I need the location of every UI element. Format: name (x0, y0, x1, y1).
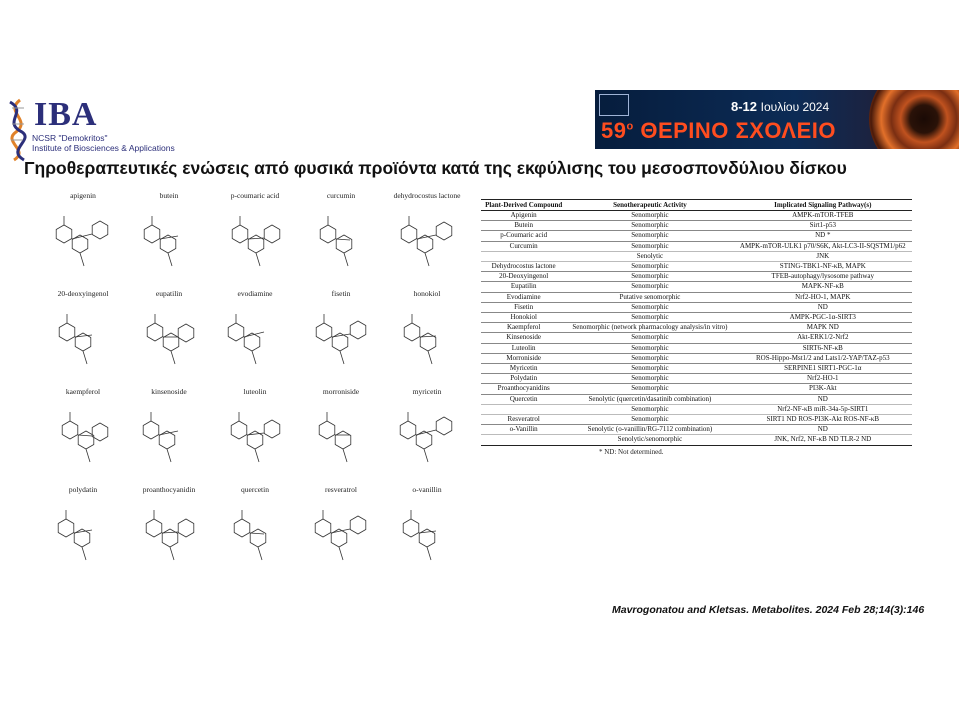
cell-pathways: JNK, Nrf2, NF-κB ND TLR-2 ND (734, 435, 912, 445)
cell-compound: o-Vanillin (481, 425, 566, 435)
cell-pathways: Nrf2-HO-1 (734, 374, 912, 384)
structure-luteolin (212, 388, 298, 486)
cell-compound: Kinsenoside (481, 333, 566, 343)
structure-drawing (388, 400, 466, 480)
structure-eupatilin (126, 290, 212, 388)
structure-fisetin (298, 290, 384, 388)
cell-activity: Senomorphic (566, 313, 733, 323)
cell-compound: Eupatilin (481, 282, 566, 292)
structure-label: morroniside (322, 387, 360, 396)
cell-compound: Dehydrocostus lactone (481, 262, 566, 272)
header-activity: Senotherapeutic Activity (566, 200, 733, 211)
cell-pathways: MAPK ND (734, 323, 912, 333)
cell-compound: Butein (481, 221, 566, 231)
accelerator-ring-image (869, 90, 959, 149)
senotherapeutics-table (481, 199, 912, 456)
cell-pathways: AMPK-mTOR-ULK1 p70/S6K, Akt-LC3-II-SQSTM1/p62 (734, 241, 912, 251)
cell-pathways: ROS-Hippo-Mst1/2 and Lats1/2-YAP/TAZ-p53 (734, 353, 912, 363)
structure-label: luteolin (243, 387, 267, 396)
structure-drawing (216, 400, 294, 480)
structure-label: evodiamine (237, 289, 273, 298)
structure-drawing (216, 204, 294, 284)
cell-compound: Luteolin (481, 343, 566, 353)
structure-label: honokiol (413, 289, 441, 298)
structure-drawing (44, 302, 122, 382)
cell-compound: Myricetin (481, 364, 566, 374)
cell-compound: Kaempferol (481, 323, 566, 333)
cell-pathways: ND * (734, 231, 912, 241)
logo-institute-line2: Institute of Biosciences & Applications (32, 143, 175, 153)
table-header-row (481, 200, 912, 211)
cell-pathways: ND (734, 302, 912, 312)
header-compound: Plant-Derived Compound (481, 200, 566, 211)
structure-proanthocyanidin (126, 486, 212, 584)
table-row (481, 211, 912, 221)
table-row (481, 343, 912, 353)
cell-activity: Senolytic (quercetin/dasatinib combination) (566, 394, 733, 404)
cell-activity: Senomorphic (566, 364, 733, 374)
structure-drawing (388, 302, 466, 382)
structure-label: p-coumaric acid (230, 191, 280, 200)
cell-activity: Senomorphic (566, 211, 733, 221)
structure-resveratrol (298, 486, 384, 584)
cell-activity: Senolytic (566, 251, 733, 261)
cell-compound: Honokiol (481, 313, 566, 323)
table-row (481, 313, 912, 323)
structure-apigenin (40, 192, 126, 290)
table-row (481, 221, 912, 231)
cell-pathways: AMPK-mTOR-TFEB (734, 211, 912, 221)
cell-pathways: SIRT1 ND ROS-PI3K-Akt ROS-NF-κB (734, 415, 912, 425)
banner-ordinal: ο (626, 120, 634, 133)
structure-drawing (302, 302, 380, 382)
structure-quercetin (212, 486, 298, 584)
structure-label: apigenin (70, 191, 96, 200)
table-row (481, 384, 912, 394)
structure-honokiol (384, 290, 470, 388)
cell-activity: Senolytic (o-vanillin/RG-7112 combination) (566, 425, 733, 435)
structure-20-deoxyingenol (40, 290, 126, 388)
cell-pathways: ND (734, 425, 912, 435)
cell-pathways: Sirt1-p53 (734, 221, 912, 231)
cell-compound: Morroniside (481, 353, 566, 363)
cell-activity: Putative senomorphic (566, 292, 733, 302)
structure-drawing (130, 204, 208, 284)
cell-compound: Evodiamine (481, 292, 566, 302)
dna-helix-icon (2, 96, 36, 162)
cell-pathways: Nrf2-HO-1, MAPK (734, 292, 912, 302)
banner-title-text: ΘΕΡΙΝΟ ΣΧΟΛΕΙΟ (640, 118, 836, 143)
structure-label: polydatin (68, 485, 98, 494)
table-row (481, 231, 912, 241)
cell-compound: Resveratrol (481, 415, 566, 425)
cell-pathways: Akt-ERK1/2-Nrf2 (734, 333, 912, 343)
cell-pathways: JNK (734, 251, 912, 261)
structure-kaempferol (40, 388, 126, 486)
cell-pathways: AMPK-PGC-1α-SIRT3 (734, 313, 912, 323)
cell-pathways: TFEB-autophagy/lysosome pathway (734, 272, 912, 282)
table-row (481, 272, 912, 282)
structure-curcumin (298, 192, 384, 290)
structure-drawing (302, 498, 380, 578)
table-row (481, 241, 912, 251)
table-row (481, 282, 912, 292)
structure-polydatin (40, 486, 126, 584)
structure-drawing (388, 204, 466, 284)
structure-drawing (44, 498, 122, 578)
table-row (481, 404, 912, 414)
table-row (481, 364, 912, 374)
structure-label: dehydrocostus lactone (393, 191, 461, 200)
banner-number: 59 (601, 118, 627, 143)
cell-compound: Quercetin (481, 394, 566, 404)
cell-activity: Senomorphic (566, 282, 733, 292)
structure-o-vanillin (384, 486, 470, 584)
structure-drawing (302, 204, 380, 284)
table-row (481, 262, 912, 272)
structure-label: myricetin (412, 387, 442, 396)
cell-pathways: STING-TBK1-NF-κB, MAPK (734, 262, 912, 272)
slide-title: Γηροθεραπευτικές ενώσεις από φυσικά προϊόντα κατά της εκφύλισης του μεσοσπονδύλιου δίσκου (24, 158, 847, 178)
structure-label: curcumin (326, 191, 356, 200)
citation: Mavrogonatou and Kletsas. Metabolites. 2024 Feb 28;14(3):146 (612, 604, 925, 616)
cell-pathways: SIRT6-NF-κB (734, 343, 912, 353)
banner-day-range: 8-12 (731, 99, 758, 114)
cell-pathways: Nrf2-NF-κB miR-34a-5p-SIRT1 (734, 404, 912, 414)
cell-activity: Senomorphic (566, 374, 733, 384)
cell-activity: Senomorphic (566, 231, 733, 241)
table-row (481, 425, 912, 435)
table-row (481, 251, 912, 261)
structure-myricetin (384, 388, 470, 486)
table-row (481, 292, 912, 302)
structure-drawing (130, 400, 208, 480)
cell-pathways: MAPK-NF-κB (734, 282, 912, 292)
cell-compound (481, 435, 566, 445)
table-row (481, 435, 912, 445)
cell-activity: Senomorphic (566, 384, 733, 394)
banner-dates (731, 99, 829, 114)
banner-month: Ιουλίου 2024 (760, 100, 830, 114)
cell-compound: Proanthocyanidins (481, 384, 566, 394)
structure-drawing (44, 204, 122, 284)
structure-drawing (388, 498, 466, 578)
cell-compound: Fisetin (481, 302, 566, 312)
cell-compound (481, 404, 566, 414)
structure-drawing (216, 498, 294, 578)
structure-label: kinsenoside (151, 387, 187, 396)
cell-activity: Senomorphic (566, 415, 733, 425)
cell-activity: Senomorphic (566, 262, 733, 272)
structure-label: kaempferol (65, 387, 101, 396)
table-row (481, 302, 912, 312)
cell-pathways: PI3K-Akt (734, 384, 912, 394)
demokritos-emblem-icon (599, 94, 629, 116)
table-row (481, 353, 912, 363)
structure-label: fisetin (331, 289, 351, 298)
summer-school-banner (595, 90, 959, 149)
structure-label: resveratrol (324, 485, 358, 494)
cell-compound: Curcumin (481, 241, 566, 251)
structure-label: o-vanillin (412, 485, 442, 494)
cell-activity: Senomorphic (566, 241, 733, 251)
structure-evodiamine (212, 290, 298, 388)
cell-pathways: SERPINE1 SIRT1-PGC-1α (734, 364, 912, 374)
structure-drawing (130, 302, 208, 382)
cell-activity: Senomorphic (566, 272, 733, 282)
structure-label: 20-deoxyingenol (57, 289, 109, 298)
cell-compound: Apigenin (481, 211, 566, 221)
structure-kinsenoside (126, 388, 212, 486)
structure-drawing (130, 498, 208, 578)
cell-activity: Senomorphic (566, 404, 733, 414)
banner-title (601, 118, 836, 144)
structure-drawing (216, 302, 294, 382)
table-footnote: * ND: Not determined. (599, 447, 664, 456)
structure-dehydrocostus-lactone (384, 192, 470, 290)
structure-label: butein (159, 191, 179, 200)
table-row (481, 323, 912, 333)
cell-compound: 20-Deoxyingenol (481, 272, 566, 282)
structure-drawing (302, 400, 380, 480)
table-row (481, 333, 912, 343)
chemical-structures-grid (40, 192, 470, 582)
table-row (481, 394, 912, 404)
structure-label: eupatilin (155, 289, 183, 298)
structure-drawing (44, 400, 122, 480)
structure-morroniside (298, 388, 384, 486)
structure-label: proanthocyanidin (142, 485, 196, 494)
cell-activity: Senomorphic (network pharmacology analysis/in vitro) (566, 323, 733, 333)
table-row (481, 415, 912, 425)
logo-word: IBA (34, 96, 98, 133)
cell-activity: Senomorphic (566, 302, 733, 312)
cell-activity: Senomorphic (566, 353, 733, 363)
cell-compound: Polydatin (481, 374, 566, 384)
cell-activity: Senolytic/senomorphic (566, 435, 733, 445)
logo-institute-line1: NCSR "Demokritos" (32, 133, 108, 143)
structure-p-coumaric-acid (212, 192, 298, 290)
cell-activity: Senomorphic (566, 221, 733, 231)
iba-logo (2, 96, 175, 162)
structure-butein (126, 192, 212, 290)
header-pathways: Implicated Signaling Pathway(s) (734, 200, 912, 211)
cell-activity: Senomorphic (566, 333, 733, 343)
cell-compound (481, 251, 566, 261)
cell-activity: Senomorphic (566, 343, 733, 353)
cell-pathways: ND (734, 394, 912, 404)
structure-label: quercetin (241, 485, 269, 494)
cell-compound: p-Coumaric acid (481, 231, 566, 241)
table-row (481, 374, 912, 384)
